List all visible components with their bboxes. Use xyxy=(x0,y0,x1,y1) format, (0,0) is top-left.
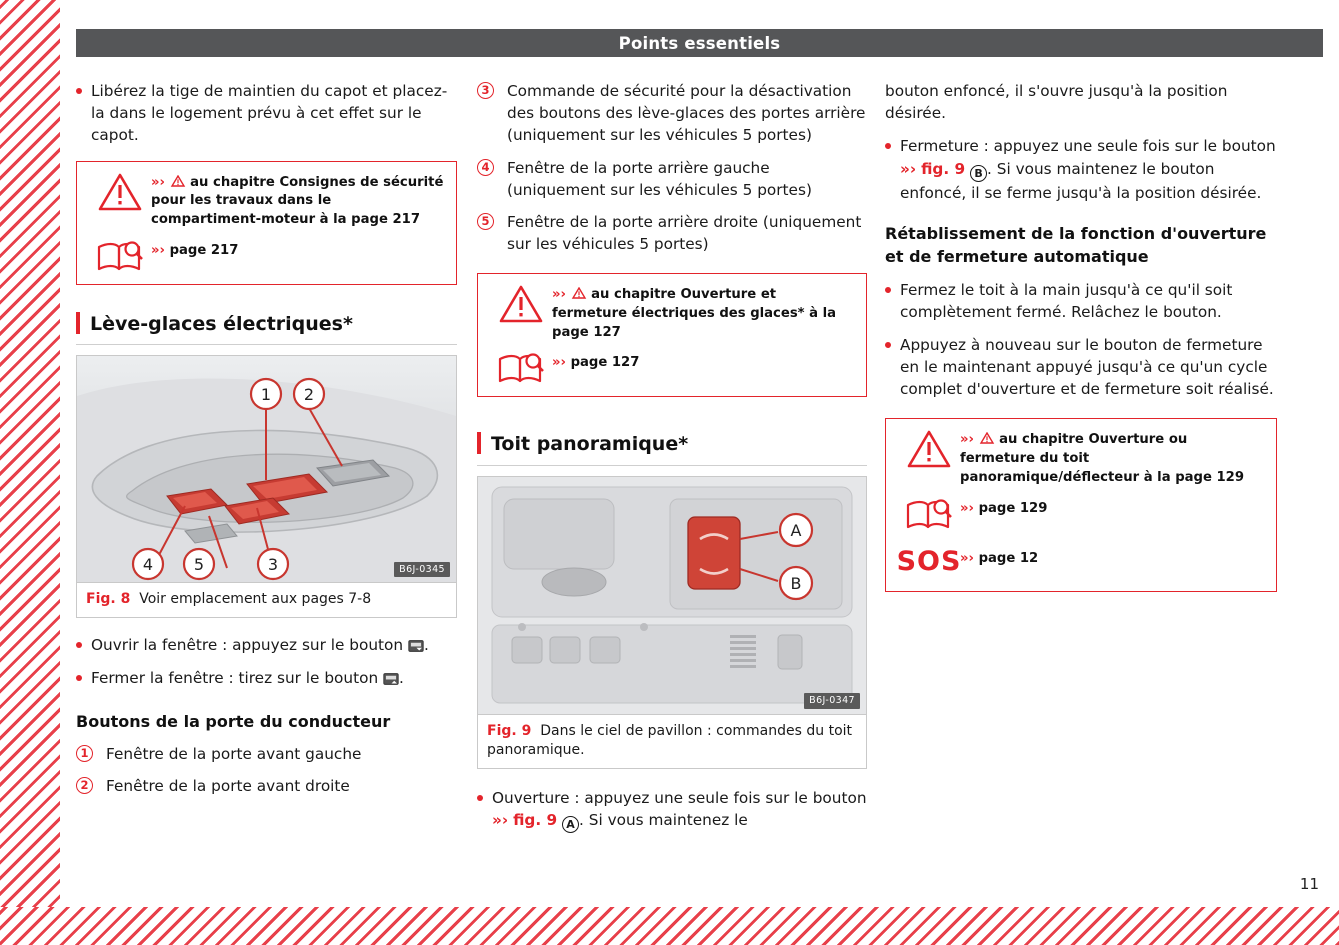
decorative-hatch-bottom xyxy=(0,907,1339,945)
subheading-restore-function: Rétablissement de la fonction d'ouverture et de fermeture automatique xyxy=(885,224,1267,267)
sos-page-ref: »› page 12 xyxy=(960,550,1039,566)
warning-page-ref: »› page 127 xyxy=(552,355,640,371)
section-heading-power-windows: Lève-glaces électriques* xyxy=(76,311,457,346)
warning-triangle-icon xyxy=(490,284,552,324)
paragraph-continued: bouton enfoncé, il s'ouvre jusqu'à la position désirée. xyxy=(885,82,1228,123)
warning-box-windows xyxy=(477,273,867,397)
item-number-3: 3 xyxy=(477,82,494,99)
item-number-4: 4 xyxy=(477,159,494,176)
list-item-3 xyxy=(477,80,867,147)
item-text-4: Fenêtre de la porte arrière gauche (uniquement sur les véhicules 5 portes) xyxy=(507,158,812,199)
page-header: Points essentiels xyxy=(76,29,1323,57)
bullet-open-window: Ouvrir la fenêtre : appuyez sur le bouton . xyxy=(76,634,457,656)
manual-page xyxy=(60,18,1339,907)
warning-ref-text: »› au chapitre Ouverture ou fermeture du toit panoramique/déflecteur à la page 129 xyxy=(960,432,1245,485)
window-up-icon xyxy=(383,673,399,685)
svg-text:4: 4 xyxy=(142,555,154,575)
svg-text:3: 3 xyxy=(267,555,279,575)
item-number-5: 5 xyxy=(477,213,494,230)
column-3 xyxy=(885,80,1277,602)
book-magnifier-icon xyxy=(89,240,151,274)
warning-triangle-icon xyxy=(898,429,960,469)
figure-8-caption: Fig. 8 Voir emplacement aux pages 7-8 xyxy=(77,582,456,617)
bullet-restore-1: Fermez le toit à la main jusqu'à ce qu'il soit complètement fermé. Relâchez le bouton. xyxy=(885,279,1277,323)
warning-box-panoramic-roof xyxy=(885,418,1277,591)
list-item-1 xyxy=(76,743,457,765)
figure-9-code: B6J-0347 xyxy=(804,693,860,709)
item-text-5: Fenêtre de la porte arrière droite (uniquement sur les véhicules 5 portes) xyxy=(507,212,862,254)
column-2 xyxy=(477,80,867,844)
bullet-roof-close: Fermeture : appuyez une seule fois sur le bouton »› fig. 9 B . Si vous maintenez le bouton enfoncé, il se ferme jusqu'à la position désirée. xyxy=(885,135,1277,204)
figure-9 xyxy=(477,476,867,769)
callout-b: B xyxy=(970,165,987,182)
bullet-close-window: Fermer la fenêtre : tirez sur le bouton . xyxy=(76,667,457,689)
warning-page-ref: »› page 129 xyxy=(960,500,1048,516)
svg-text:A: A xyxy=(790,520,802,540)
callout-a: A xyxy=(562,816,579,833)
svg-text:2: 2 xyxy=(303,385,315,405)
sos-icon: SOS xyxy=(896,545,962,577)
item-text-3: Commande de sécurité pour la désactivation des boutons des lève-glaces des portes arrière (uniquement sur les véhicules 5 portes) xyxy=(507,82,866,145)
item-number-1: 1 xyxy=(76,745,93,762)
warning-box-engine-compartment xyxy=(76,161,457,285)
decorative-hatch-left xyxy=(0,0,60,945)
item-text-1: Fenêtre de la porte avant gauche xyxy=(106,744,362,763)
svg-text:1: 1 xyxy=(260,385,272,405)
subheading-driver-door-buttons: Boutons de la porte du conducteur xyxy=(76,711,391,731)
list-item-4 xyxy=(477,157,867,201)
list-item-5 xyxy=(477,211,867,255)
warning-triangle-icon xyxy=(89,172,151,212)
svg-text:B: B xyxy=(790,573,802,593)
figure-9-image xyxy=(478,477,866,714)
list-item-2 xyxy=(76,775,457,797)
figure-9-caption: Fig. 9 Dans le ciel de pavillon : commandes du toit panoramique. xyxy=(478,714,866,768)
figure-8-image xyxy=(77,356,456,582)
warning-ref-text: »› au chapitre Consignes de sécurité pour les travaux dans le compartiment-moteur à la page 217 xyxy=(151,174,444,227)
window-down-icon xyxy=(408,640,424,652)
paragraph-hood-rod: Libérez la tige de maintien du capot et placez-la dans le logement prévu à cet effet sur le capot. xyxy=(76,80,457,147)
item-text-2: Fenêtre de la porte avant droite xyxy=(106,776,350,795)
svg-text:5: 5 xyxy=(193,555,205,575)
book-magnifier-icon xyxy=(898,498,960,532)
bullet-roof-open: Ouverture : appuyez une seule fois sur le bouton »› fig. 9 A . Si vous maintenez le xyxy=(477,787,867,834)
book-magnifier-icon xyxy=(490,352,552,386)
item-number-2: 2 xyxy=(76,777,93,794)
column-1 xyxy=(76,80,457,807)
figure-8 xyxy=(76,355,457,618)
section-heading-panoramic-roof: Toit panoramique* xyxy=(477,431,867,466)
page-number: 11 xyxy=(1299,875,1319,893)
figure-8-code: B6J-0345 xyxy=(394,562,450,578)
bullet-restore-2: Appuyez à nouveau sur le bouton de fermeture en le maintenant appuyé jusqu'à ce qu'un cycle complet d'ouverture et de fermeture soit réalisé. xyxy=(885,334,1277,401)
warning-ref-text: »› au chapitre Ouverture et fermeture électriques des glaces* à la page 127 xyxy=(552,287,837,340)
warning-page-ref: »› page 217 xyxy=(151,242,239,258)
